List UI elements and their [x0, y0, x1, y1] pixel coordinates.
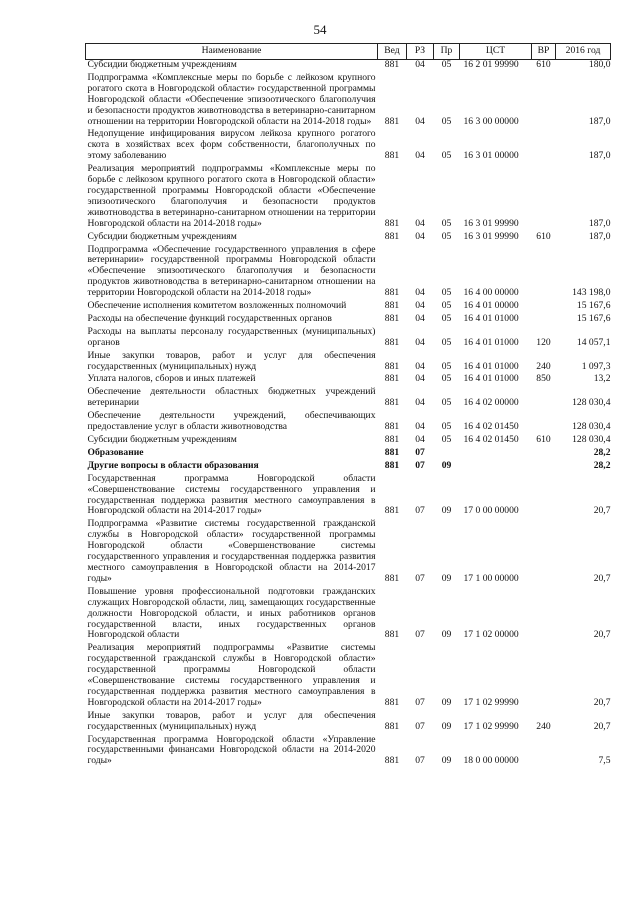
header-pr: Пр	[434, 44, 460, 60]
table-row	[86, 735, 611, 770]
row-pr: 05	[441, 150, 452, 162]
row-rz: 04	[415, 336, 425, 348]
row-rz: 04	[415, 287, 425, 299]
row-amount: 14 057,1	[576, 336, 611, 348]
row-amount: 1 097,3	[581, 360, 611, 372]
table-row	[86, 301, 611, 314]
row-name: Субсидии бюджетным учреждениям	[87, 59, 237, 70]
row-cst: 17 1 02 99990	[463, 696, 519, 708]
row-amount: 28,2	[593, 446, 611, 458]
row-amount: 143 198,0	[572, 287, 611, 299]
row-vr	[532, 735, 556, 770]
header-cst: ЦСТ	[460, 44, 532, 60]
row-ved: 881	[384, 373, 400, 385]
row-name: Подпрограмма «Обеспечение государственного управления в сфере ветеринарии» государственной программы Новгородской области «Обеспечение эпизоотического благополучия и безопасности продуктов животноводства в ветеринарно-санитарном отношении на территории Новгородской области на 2014-2018 годы»	[87, 243, 376, 299]
row-ved: 881	[384, 150, 400, 162]
row-vr: 610	[536, 230, 551, 242]
table-row	[86, 245, 611, 302]
row-rz: 04	[415, 150, 425, 162]
row-vr	[532, 587, 556, 644]
row-cst	[460, 461, 532, 474]
row-name: Государственная программа Новгородской области «Управление государственными финансами Новгородской области на 2014-2020 годы»	[87, 733, 376, 767]
header-vr: ВР	[532, 44, 556, 60]
row-amount: 20,7	[593, 505, 611, 517]
row-name: Иные закупки товаров, работ и услуг для обеспечения государственных (муниципальных) нужд	[87, 709, 376, 732]
row-vr: 610	[536, 59, 551, 70]
row-cst: 16 4 02 01450	[463, 434, 519, 445]
row-vr	[532, 129, 556, 164]
header-rz: РЗ	[407, 44, 434, 60]
row-ved: 881	[384, 459, 400, 471]
row-ved: 881	[384, 336, 400, 348]
row-name: Недопущение инфицирования вирусом лейкоза крупного рогатого скота в хозяйствах всех форм собственности, благополучных по этому заболеванию	[87, 128, 376, 162]
row-vr	[532, 448, 556, 461]
row-pr	[434, 448, 460, 461]
row-name: Повышение уровня профессиональной подготовки гражданских служащих Новгородской области, лиц, замещающих государственные должности Новгородской области, и иных работников органов государственной власти, иных государственных органов Новгородской области	[87, 585, 376, 641]
row-ved: 881	[384, 312, 400, 324]
table-row	[86, 314, 611, 327]
row-vr	[532, 519, 556, 586]
row-pr: 09	[441, 459, 452, 471]
row-vr	[532, 387, 556, 411]
row-rz: 07	[415, 459, 425, 471]
table-row	[86, 461, 611, 474]
row-pr: 05	[441, 373, 452, 385]
row-cst: 16 4 01 01000	[463, 312, 519, 324]
row-name: Государственная программа Новгородской области «Совершенствование системы государственного управления и государственная поддержка развития местного самоуправления в Новгородской области на 2014-2017 годы»	[87, 472, 376, 517]
row-cst: 16 4 02 01450	[463, 421, 519, 433]
row-pr: 05	[441, 360, 452, 372]
row-ved: 881	[384, 572, 400, 584]
row-rz: 07	[415, 720, 425, 732]
row-amount: 20,7	[593, 629, 611, 641]
row-rz: 04	[415, 59, 425, 70]
row-ved: 881	[384, 421, 400, 433]
table-row	[86, 232, 611, 245]
row-amount: 180,0	[588, 59, 611, 70]
row-vr: 610	[536, 434, 551, 445]
row-amount: 128 030,4	[572, 421, 611, 433]
table-row	[86, 411, 611, 435]
row-pr: 05	[441, 115, 452, 127]
table-row	[86, 435, 611, 448]
table-row	[86, 351, 611, 375]
row-ved: 881	[384, 505, 400, 517]
row-name: Другие вопросы в области образования	[87, 459, 259, 471]
row-pr: 09	[441, 755, 452, 767]
table-row	[86, 643, 611, 710]
row-amount: 15 167,6	[576, 312, 611, 324]
row-vr: 240	[536, 360, 551, 372]
row-pr: 05	[441, 300, 452, 312]
row-pr: 05	[441, 397, 452, 409]
row-vr	[532, 411, 556, 435]
row-rz: 07	[415, 755, 425, 767]
row-pr: 09	[441, 572, 452, 584]
table-row	[86, 129, 611, 164]
row-vr	[532, 314, 556, 327]
row-cst: 17 1 02 00000	[463, 629, 519, 641]
table-row	[86, 448, 611, 461]
row-ved: 881	[384, 434, 400, 445]
row-pr: 09	[441, 505, 452, 517]
row-name: Субсидии бюджетным учреждениям	[87, 230, 237, 242]
row-pr: 05	[441, 421, 452, 433]
row-rz: 04	[415, 312, 425, 324]
row-pr: 05	[441, 230, 452, 242]
row-cst: 17 0 00 00000	[463, 505, 519, 517]
row-amount: 13,2	[593, 373, 611, 385]
row-vr	[532, 73, 556, 130]
row-amount: 128 030,4	[572, 397, 611, 409]
table-row	[86, 587, 611, 644]
row-ved: 881	[384, 446, 400, 458]
row-rz: 07	[415, 505, 425, 517]
row-name: Обеспечение исполнения комитетом возложенных полномочий	[87, 300, 347, 312]
row-rz: 04	[415, 115, 425, 127]
row-ved: 881	[384, 397, 400, 409]
row-rz: 04	[415, 421, 425, 433]
table-row	[86, 327, 611, 351]
row-name: Уплата налогов, сборов и иных платежей	[87, 373, 256, 385]
row-rz: 04	[415, 217, 425, 229]
row-cst: 16 4 02 00000	[463, 397, 519, 409]
row-amount: 187,0	[588, 115, 611, 127]
row-vr	[532, 461, 556, 474]
table-row	[86, 474, 611, 520]
row-vr	[532, 245, 556, 302]
table-row	[86, 387, 611, 411]
row-cst	[460, 448, 532, 461]
row-ved: 881	[384, 230, 400, 242]
row-cst: 16 3 01 99990	[463, 217, 519, 229]
row-ved: 881	[384, 115, 400, 127]
row-amount: 15 167,6	[576, 300, 611, 312]
row-amount: 28,2	[593, 459, 611, 471]
row-rz: 04	[415, 230, 425, 242]
row-rz: 04	[415, 300, 425, 312]
row-rz: 07	[415, 446, 425, 458]
row-rz: 07	[415, 629, 425, 641]
row-cst: 16 3 01 00000	[463, 150, 519, 162]
row-cst: 16 4 01 01000	[463, 336, 519, 348]
row-cst: 16 3 00 00000	[463, 115, 519, 127]
row-pr: 05	[441, 434, 452, 445]
row-cst: 16 4 00 00000	[463, 287, 519, 299]
row-ved: 881	[384, 755, 400, 767]
table-row	[86, 519, 611, 586]
header-amount: 2016 год	[556, 44, 611, 60]
row-name: Подпрограмма «Комплексные меры по борьбе с лейкозом крупного рогатого скота в Новгородской области» государственной программы Новгородской области «Обеспечение эпизоотического благополучия и безопасности продуктов животноводства в ветеринарно-санитарном отношении на территории Новгородской области на 2014-2018 годы»	[87, 71, 376, 127]
row-ved: 881	[384, 300, 400, 312]
row-vr: 850	[536, 373, 551, 385]
row-ved: 881	[384, 720, 400, 732]
row-ved: 881	[384, 360, 400, 372]
row-amount: 7,5	[598, 755, 611, 767]
header-name: Наименование	[86, 44, 378, 60]
table-row	[86, 60, 611, 73]
row-vr	[532, 164, 556, 231]
table-row	[86, 711, 611, 735]
page-number: 54	[313, 22, 327, 37]
row-cst: 18 0 00 00000	[463, 755, 519, 767]
row-pr: 05	[441, 312, 452, 324]
row-ved: 881	[384, 287, 400, 299]
row-name: Подпрограмма «Развитие системы государственной гражданской службы в Новгородской области» государственной программы Новгородской области «Совершенствование системы государственного управления и государственная поддержка развития местного самоуправления в Новгородской области на 2014-2017 годы»	[87, 518, 376, 584]
row-vr	[532, 474, 556, 520]
row-pr: 05	[441, 336, 452, 348]
table-body	[86, 60, 611, 770]
row-name: Расходы на выплаты персоналу государственных (муниципальных) органов	[87, 325, 376, 348]
row-rz: 07	[415, 696, 425, 708]
row-vr	[532, 643, 556, 710]
row-amount: 20,7	[593, 696, 611, 708]
row-amount: 20,7	[593, 720, 611, 732]
row-cst: 16 2 01 99990	[463, 59, 519, 70]
row-amount: 20,7	[593, 572, 611, 584]
row-ved: 881	[384, 217, 400, 229]
row-name: Реализация мероприятий подпрограммы «Комплексные меры по борьбе с лейкозом крупного рогатого скота в Новгородской области» государственной программы Новгородской области «Обеспечение эпизоотического благополучия и безопасности продуктов животноводства в ветеринарно-санитарном отношении на территории Новгородской области на 2014-2018 годы»	[87, 163, 376, 229]
row-amount: 128 030,4	[572, 434, 611, 445]
row-name: Обеспечение деятельности областных бюджетных учреждений ветеринарии	[87, 386, 376, 409]
row-rz: 07	[415, 572, 425, 584]
table-row	[86, 73, 611, 130]
row-pr: 05	[441, 59, 452, 70]
row-ved: 881	[384, 629, 400, 641]
row-ved: 881	[384, 696, 400, 708]
row-name: Реализация мероприятий подпрограммы «Развитие системы государственной гражданской службы в Новгородской области» государственной программы Новгородской области «Совершенствование системы государственного управления и государственная поддержка развития местного самоуправления в Новгородской области на 2014-2017 годы»	[87, 642, 376, 708]
row-cst: 16 4 01 01000	[463, 360, 519, 372]
row-name: Иные закупки товаров, работ и услуг для обеспечения государственных (муниципальных) нужд	[87, 349, 376, 372]
row-name: Расходы на обеспечение функций государственных органов	[87, 312, 332, 324]
table-header-row	[86, 44, 611, 60]
row-ved: 881	[384, 59, 400, 70]
row-rz: 04	[415, 397, 425, 409]
row-cst: 16 4 01 01000	[463, 373, 519, 385]
row-rz: 04	[415, 434, 425, 445]
row-pr: 09	[441, 720, 452, 732]
budget-table	[85, 43, 611, 769]
row-amount: 187,0	[588, 217, 611, 229]
row-pr: 05	[441, 217, 452, 229]
row-rz: 04	[415, 373, 425, 385]
row-rz: 04	[415, 360, 425, 372]
row-vr	[532, 301, 556, 314]
row-cst: 16 3 01 99990	[463, 230, 519, 242]
row-vr: 120	[536, 336, 551, 348]
row-name: Обеспечение деятельности учреждений, обеспечивающих предоставление услуг в области животноводства	[87, 410, 376, 433]
table-row	[86, 164, 611, 231]
row-vr: 240	[536, 720, 551, 732]
row-amount: 187,0	[588, 150, 611, 162]
row-pr: 05	[441, 287, 452, 299]
row-name: Образование	[87, 446, 144, 458]
row-pr: 09	[441, 696, 452, 708]
row-amount: 187,0	[588, 230, 611, 242]
row-cst: 17 1 00 00000	[463, 572, 519, 584]
header-ved: Вед	[378, 44, 407, 60]
row-cst: 17 1 02 99990	[463, 720, 519, 732]
row-cst: 16 4 01 00000	[463, 300, 519, 312]
row-pr: 09	[441, 629, 452, 641]
row-name: Субсидии бюджетным учреждениям	[87, 434, 237, 445]
